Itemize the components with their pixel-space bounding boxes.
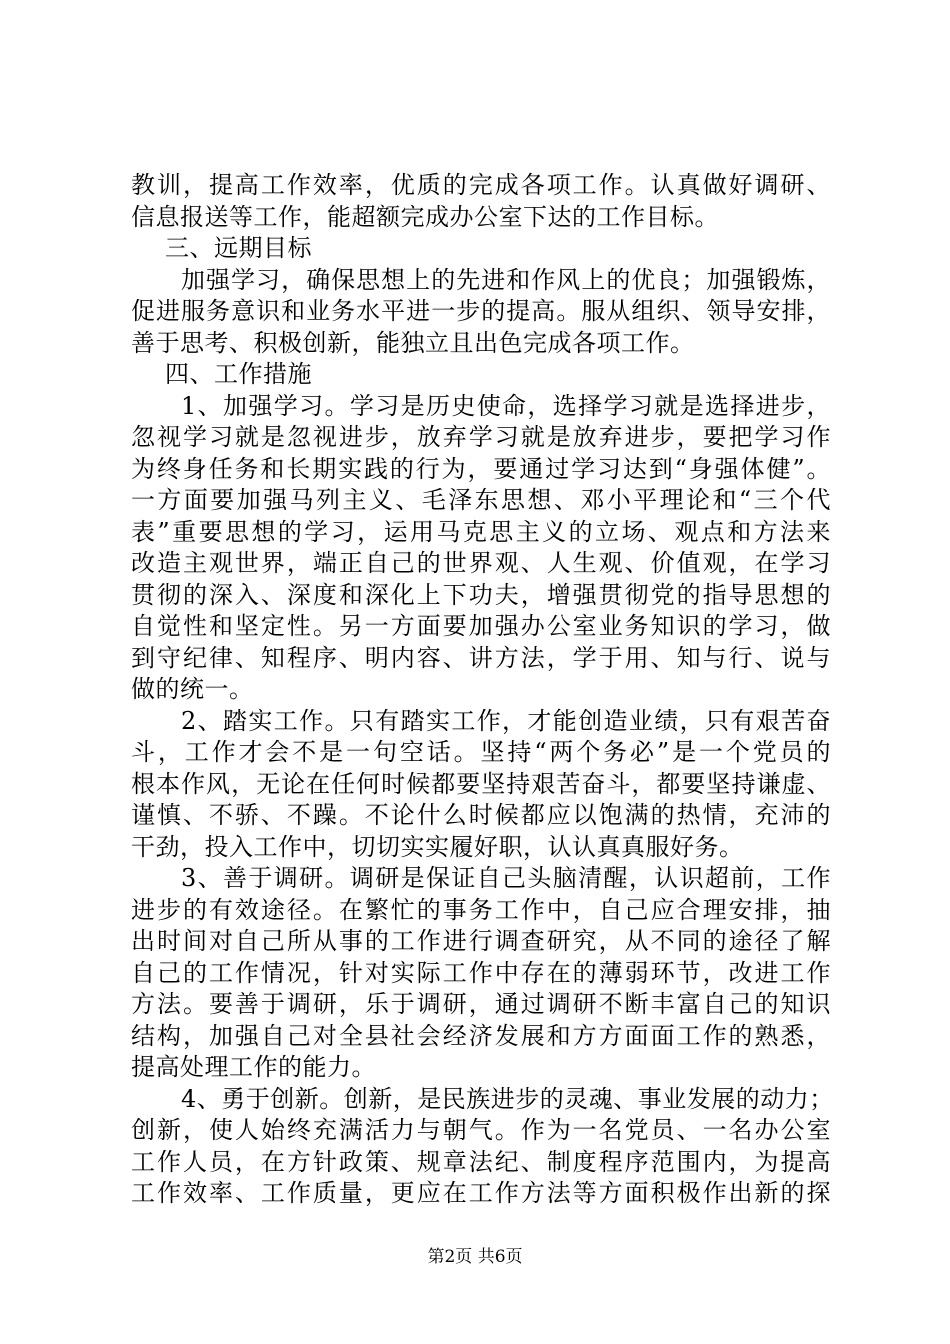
text-line: 促进服务意识和业务水平进一步的提高。服从组织、领导安排， [131, 297, 831, 325]
text-line: 表”重要思想的学习，运用马克思主义的立场、观点和方法来 [131, 517, 831, 546]
section-heading: 三、远期目标 [165, 234, 312, 262]
text-line: 方法。要善于调研，乐于调研，通过调研不断丰富自己的知识 [131, 990, 831, 1018]
text-line: 谨慎、不骄、不躁。不论什么时候都应以饱满的热情，充沛的 [131, 801, 831, 829]
text-line: 3、善于调研。调研是保证自己头脑清醒，认识超前，工作 [181, 864, 831, 892]
text-line: 自己的工作情况，针对实际工作中存在的薄弱环节，改进工作 [131, 958, 831, 987]
text-line: 工作效率、工作质量，更应在工作方法等方面积极作出新的探 [131, 1179, 831, 1207]
text-line: 到守纪律、知程序、明内容、讲方法，学于用、知与行、说与 [131, 643, 831, 672]
text-line: 1、加强学习。学习是历史使命，选择学习就是选择进步， [181, 391, 831, 420]
text-line: 结构，加强自己对全县社会经济发展和方方面面工作的熟悉， [131, 1021, 831, 1050]
text-line: 改造主观世界，端正自己的世界观、人生观、价值观，在学习 [131, 549, 831, 577]
document-body [131, 170, 834, 1210]
text-line: 干劲，投入工作中，切切实实履好职，认认真真服好务。 [131, 832, 744, 861]
section-heading: 四、工作措施 [165, 360, 312, 388]
text-line: 贯彻的深入、深度和深化上下功夫，增强贯彻党的指导思想的 [131, 580, 831, 609]
text-line: 教训，提高工作效率，优质的完成各项工作。认真做好调研、 [131, 171, 831, 199]
text-line: 善于思考、积极创新，能独立且出色完成各项工作。 [131, 328, 695, 357]
text-line: 信息报送等工作，能超额完成办公室下达的工作目标。 [131, 202, 719, 231]
text-line: 进步的有效途径。在繁忙的事务工作中，自己应合理安排，抽 [131, 895, 831, 924]
text-line: 根本作风，无论在任何时候都要坚持艰苦奋斗，都要坚持谦虚、 [131, 769, 831, 798]
text-line: 2、踏实工作。只有踏实工作，才能创造业绩，只有艰苦奋 [181, 706, 831, 735]
text-line: 做的统一。 [131, 675, 254, 703]
text-line: 出时间对自己所从事的工作进行调查研究，从不同的途径了解 [131, 927, 831, 955]
text-line: 忽视学习就是忽视进步，放弃学习就是放弃进步，要把学习作 [131, 423, 831, 451]
text-line: 斗，工作才会不是一句空话。坚持“两个务必”是一个党员的 [131, 738, 831, 766]
page-footer: 第2页 共6页 [427, 1247, 523, 1267]
text-line: 工作人员，在方针政策、规章法纪、制度程序范围内，为提高 [131, 1147, 831, 1176]
text-line: 一方面要加强马列主义、毛泽东思想、邓小平理论和“三个代 [131, 486, 831, 514]
text-line: 加强学习，确保思想上的先进和作风上的优良；加强锻炼， [181, 265, 831, 294]
text-line: 创新，使人始终充满活力与朝气。作为一名党员、一名办公室 [131, 1116, 831, 1144]
text-line: 自觉性和坚定性。另一方面要加强办公室业务知识的学习，做 [131, 612, 831, 640]
text-line: 提高处理工作的能力。 [131, 1053, 376, 1081]
text-line: 为终身任务和长期实践的行为，要通过学习达到“身强体健”。 [131, 454, 831, 483]
text-line: 4、勇于创新。创新，是民族进步的灵魂、事业发展的动力； [181, 1084, 834, 1113]
